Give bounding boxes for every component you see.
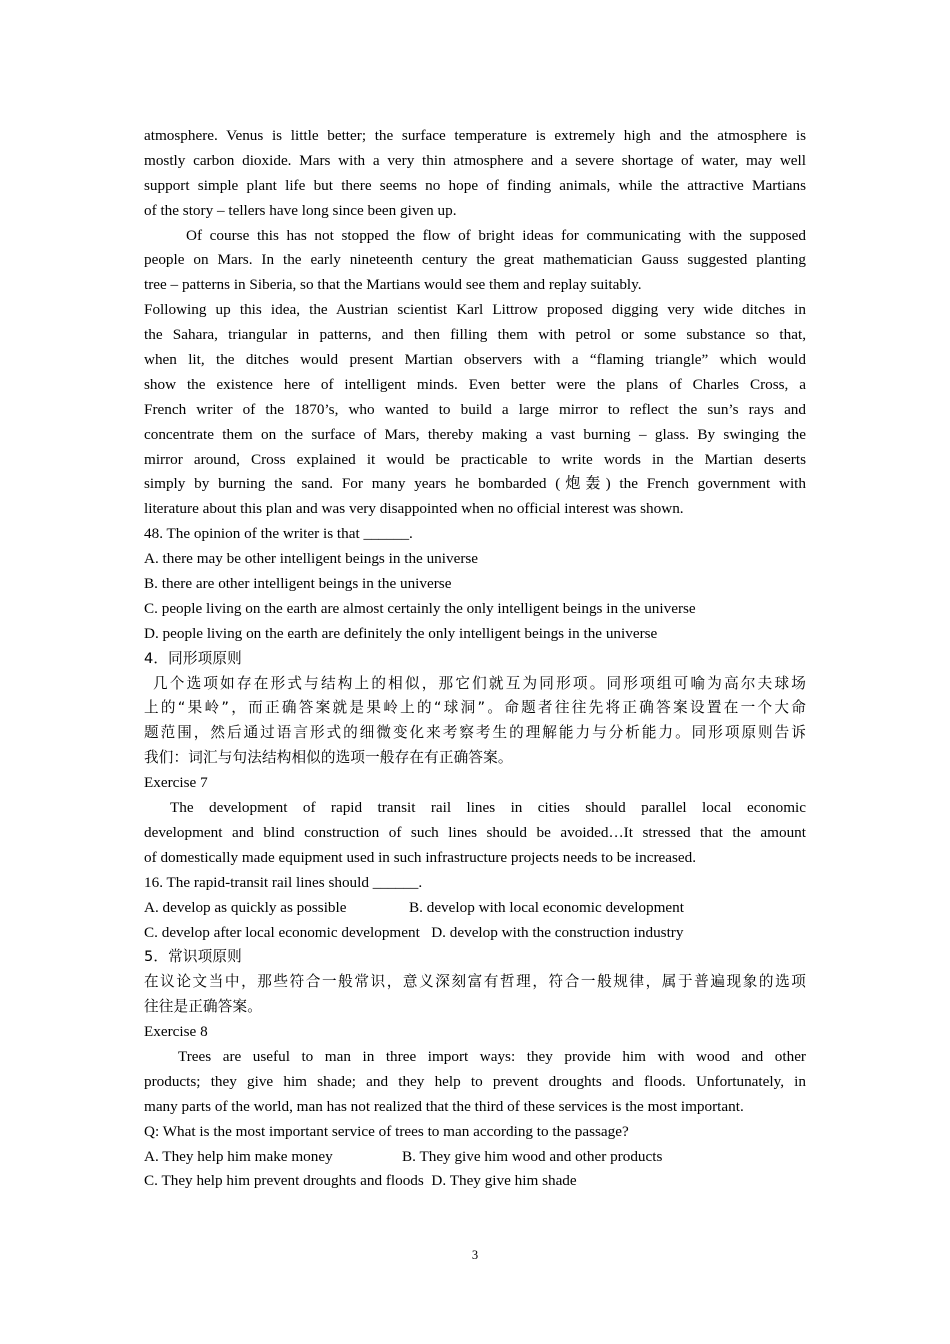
text-line: 在议论文当中，那些符合一般常识，意义深刻富有哲理，符合一般规律，属于普遍现象的选项 (144, 973, 806, 991)
option-b: B. They give him wood and other products (402, 1147, 663, 1165)
option-b: B. there are other intelligent beings in the universe (144, 575, 452, 593)
text-line: show the existence here of intelligent minds. Even better were the plans of Charles Cross, a (144, 375, 806, 393)
text-line: 上的“果岭”，而正确答案就是果岭上的“球洞”。命题者往往先将正确答案设置在一个大命 (144, 699, 806, 717)
option-d: D. people living on the earth are definitely the only intelligent beings in the universe (144, 624, 658, 642)
text-line: mostly carbon dioxide. Mars with a very thin atmosphere and a severe shortage of water, may well (144, 151, 806, 169)
text-line: tree – patterns in Siberia, so that the Martians would see them and replay suitably. (144, 276, 642, 294)
text-line: 我们：词汇与句法结构相似的选项一般存在有正确答案。 (144, 749, 513, 767)
text-line: 往往是正确答案。 (144, 998, 262, 1016)
options-row (144, 1169, 806, 1194)
option-c: C. develop after local economic development (144, 923, 420, 941)
text-line: 几个选项如存在形式与结构上的相似，那它们就互为同形项。同形项组可喻为高尔夫球场 (153, 674, 806, 692)
text-line: when lit, the ditches would present Martian observers with a “flaming triangle” which would (144, 351, 806, 369)
text-line: products; they give him shade; and they help to prevent droughts and floods. Unfortunately, in (144, 1072, 806, 1090)
option-a: A. develop as quickly as possible (144, 898, 347, 916)
exercise-title: Exercise 7 (144, 774, 208, 792)
section-heading: 5．常识项原则 (144, 948, 242, 966)
text-line: development and blind construction of such lines should be avoided…It stressed that the amount (144, 823, 806, 841)
text-line: French writer of the 1870’s, who wanted to build a large mirror to reflect the sun’s rays and (144, 400, 806, 418)
text-line: of the story – tellers have long since been given up. (144, 201, 457, 219)
document-page (144, 124, 806, 1194)
question-text: Q: What is the most important service of trees to man according to the passage? (144, 1122, 629, 1140)
text-line: of domestically made equipment used in such infrastructure projects needs to be increased. (144, 848, 697, 866)
text-line: Following up this idea, the Austrian scientist Karl Littrow proposed digging very wide ditches in (144, 301, 806, 319)
section-4 (144, 647, 806, 771)
text-line: 题范围，然后通过语言形式的细微变化来考察考生的理解能力与分析能力。同形项原则告诉 (144, 724, 806, 742)
section-5 (144, 945, 806, 1020)
option-b: B. develop with local economic development (409, 898, 684, 916)
question-48 (144, 522, 806, 646)
text-line: simply by burning the sand. For many years he bombarded (炮轰) the French government with (144, 475, 806, 493)
question-text: 48. The opinion of the writer is that ______. (144, 525, 413, 543)
text-line: atmosphere. Venus is little better; the surface temperature is extremely high and the atmosphere is (144, 127, 806, 144)
options-row (144, 921, 806, 946)
exercise-8 (144, 1020, 806, 1194)
text-line: people on Mars. In the early nineteenth century the great mathematician Gauss suggested planting (144, 251, 806, 269)
option-a: A. there may be other intelligent beings in the universe (144, 550, 479, 568)
section-heading: 4．同形项原则 (144, 649, 242, 667)
question-text: 16. The rapid-transit rail lines should ______. (144, 873, 423, 891)
option-d: D. They give him shade (431, 1172, 577, 1190)
text-line: The development of rapid transit rail lines in cities should parallel local economic (170, 799, 806, 817)
passage-mars (144, 124, 806, 522)
option-c: C. They help him prevent droughts and floods (144, 1172, 424, 1190)
options-row (144, 1145, 806, 1170)
text-line: literature about this plan and was very disappointed when no official interest was shown. (144, 500, 684, 518)
exercise-7 (144, 771, 806, 945)
text-line: the Sahara, triangular in patterns, and then filling them with petrol or some substance so that, (144, 326, 806, 344)
text-line: Of course this has not stopped the flow of bright ideas for communicating with the supposed (186, 226, 806, 244)
text-line: support simple plant life but there seems no hope of finding animals, while the attractive Martians (144, 176, 806, 194)
option-a: A. They help him make money (144, 1147, 333, 1165)
exercise-title: Exercise 8 (144, 1023, 208, 1041)
page-number: 3 (471, 1248, 479, 1262)
text-line: Trees are useful to man in three import ways: they provide him with wood and other (178, 1047, 806, 1065)
text-line: mirror around, Cross explained it would be practicable to write words in the Martian deserts (144, 450, 806, 468)
text-line: many parts of the world, man has not realized that the third of these services is the most important. (144, 1097, 744, 1115)
text-line: concentrate them on the surface of Mars, thereby making a vast burning – glass. By swinging the (144, 425, 806, 443)
options-row (144, 896, 806, 921)
option-c: C. people living on the earth are almost certainly the only intelligent beings in the universe (144, 599, 696, 617)
option-d: D. develop with the construction industry (431, 923, 684, 941)
